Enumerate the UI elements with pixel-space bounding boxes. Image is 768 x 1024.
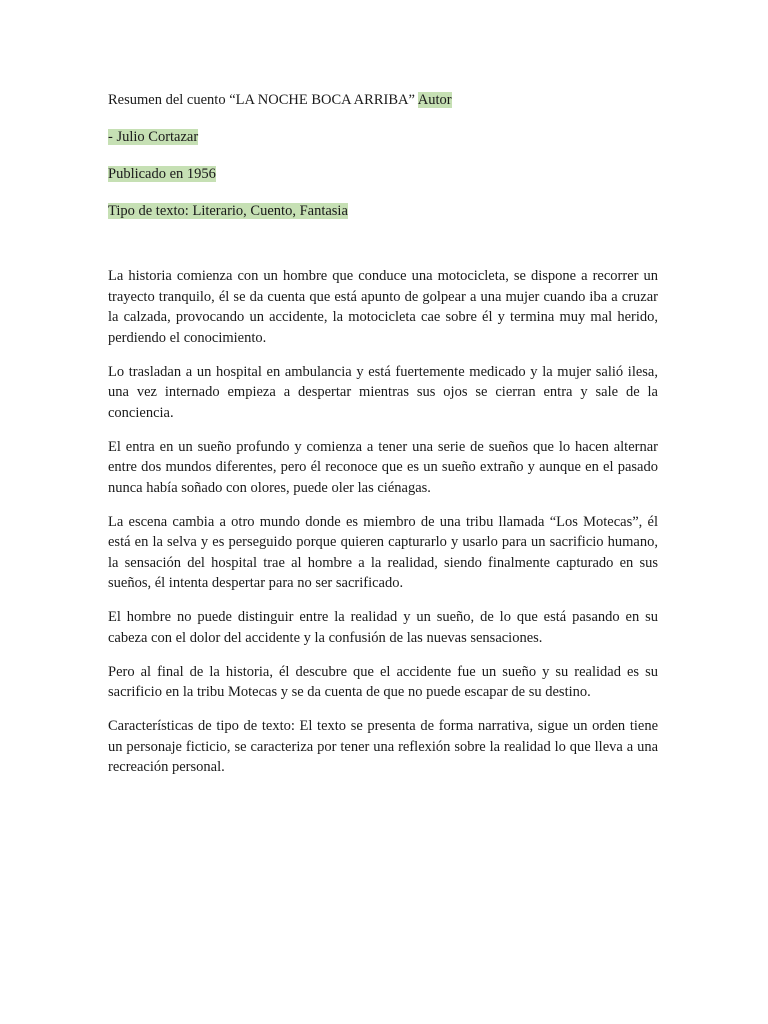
title-author-label: Autor: [417, 92, 452, 108]
text-type-line: [108, 201, 348, 221]
paragraph-4: La escena cambia a otro mundo donde es miembro de una tribu llamada “Los Motecas”, él está en la selva y es perseguido porque quieren capturarlo y usarlo para un sacrificio humano, la sensación del hospital trae al hombre a la realidad, siendo finalmente capturado en sus sueños, él intenta despertar para no ser sacrificado.: [108, 513, 658, 591]
paragraph-1: La historia comienza con un hombre que conduce una motocicleta, se dispone a recorrer un trayecto tranquilo, él se da cuenta que está apunto de golpear a una mujer cuando iba a cruzar la calzada, provocando un accidente, la motocicleta cae sobre él y termina muy mal herido, perdiendo el conocimiento.: [108, 268, 658, 346]
author-line: [108, 127, 198, 147]
paragraph-7: Características de tipo de texto: El texto se presenta de forma narrativa, sigue un orden tiene un personaje ficticio, se caracteriza por tener una reflexión sobre la realidad lo que lleva a una recreación personal.: [108, 718, 658, 775]
published-line: [108, 164, 216, 184]
title-text: Resumen del cuento “LA NOCHE BOCA ARRIBA”: [108, 92, 418, 108]
published-year: Publicado en 1956: [108, 166, 216, 182]
paragraph-2: Lo trasladan a un hospital en ambulancia y está fuertemente medicado y la mujer salió ilesa, una vez internado empieza a despertar mientras sus ojos se cierran entra y sale de la conciencia.: [108, 363, 658, 421]
summary-body: [108, 266, 658, 791]
paragraph-5: El hombre no puede distinguir entre la realidad y un sueño, de lo que está pasando en su cabeza con el dolor del accidente y la confusión de las nuevas sensaciones.: [108, 609, 658, 646]
paragraph-6: Pero al final de la historia, él descubre que el accidente fue un sueño y su realidad es su sacrificio en la tribu Motecas y se da cuenta de que no puede escapar de su destino.: [108, 663, 658, 700]
text-type: Tipo de texto: Literario, Cuento, Fantasia: [108, 203, 348, 219]
paragraph-3: El entra en un sueño profundo y comienza a tener una serie de sueños que lo hacen alternar entre dos mundos diferentes, pero él reconoce que es un sueño extraño y aunque en el pasado nunca había soñado con olores, puede oler las ciénagas.: [108, 438, 658, 496]
document-title: [108, 90, 452, 110]
author-name: - Julio Cortazar: [108, 129, 199, 145]
